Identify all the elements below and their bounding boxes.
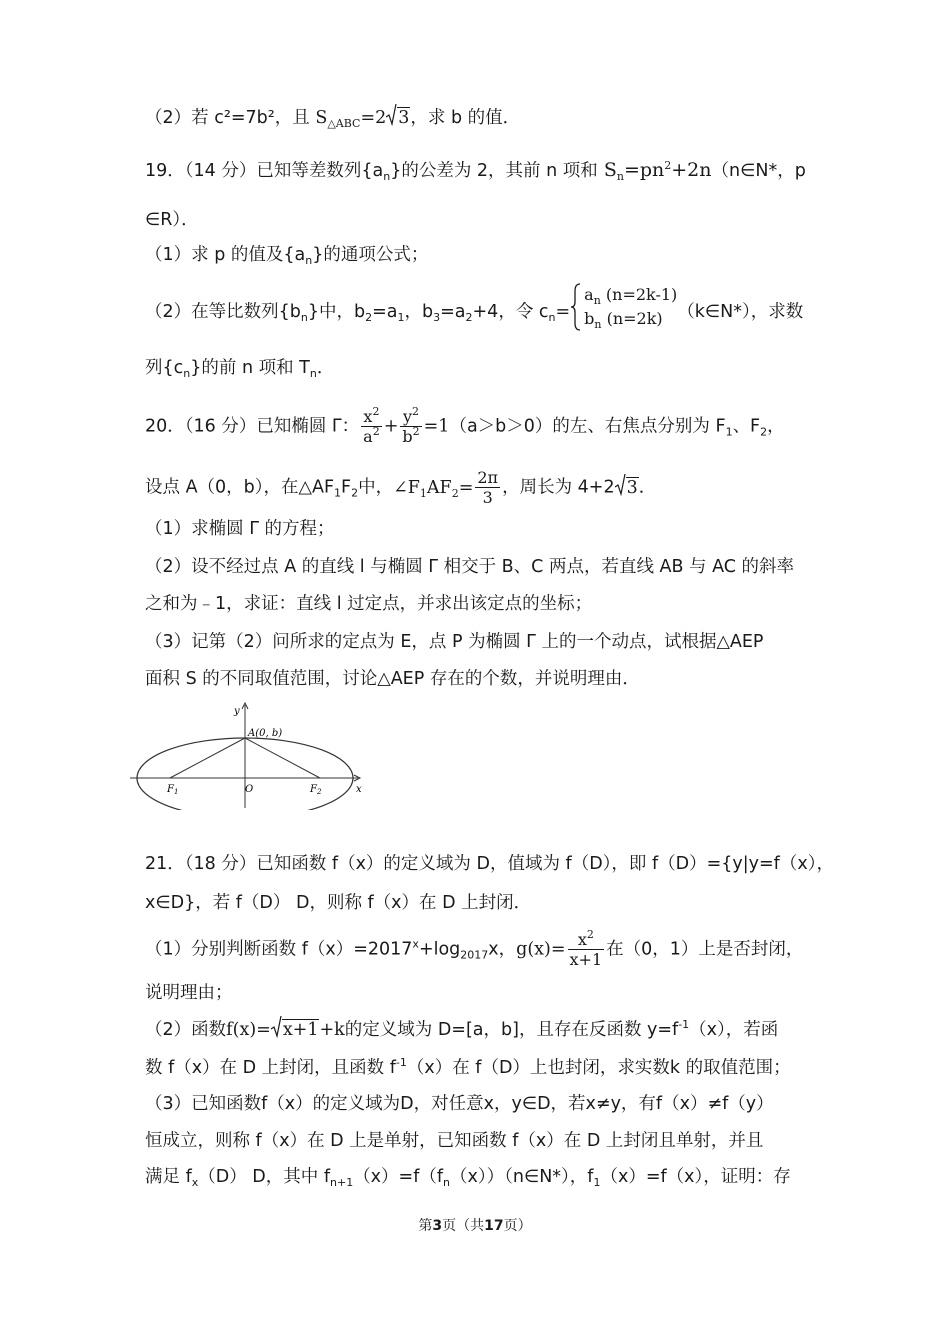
label-f2: $F_2$ <box>310 784 322 796</box>
frac-2pi-3: $\frac{2\pi}{3}$ <box>477 468 499 507</box>
label-y: y <box>234 706 240 717</box>
q21-stem: 21．（18 分）已知函数 f（x）的定义域为 D，值域为 f（D），即 f（D）={y|y=f（x）， <box>145 854 834 874</box>
piecewise-cn: $a_n$ (n=2k-1) $b_n$ (n=2k) <box>570 283 677 331</box>
sn-formula: $S_n=pn^2+2n$ <box>603 159 712 183</box>
q19-stem: 19．（14 分）已知等差数列$\{a_n\}$的公差为 2，其前 n 项和 $S_n=pn^2+2n(n\in N*$，p <box>145 159 806 183</box>
ellipse-figure <box>130 700 370 810</box>
sqrt-3-perimeter: 3 <box>615 473 639 503</box>
q20-part2-cont: 之和为﹣1，求证：直线 l 过定点，并求出该定点的坐标； <box>145 594 593 614</box>
q21-part3-cont2: 满足 $f_x(D)$ D，其中 $f_{n+1}(x)=f(f_n(x))(n\in N*)$，$f_1(x)=f(x)$，证明：存 <box>145 1167 791 1189</box>
frac-y2-b2: $\frac{y^2}{b^2}$ <box>402 405 420 446</box>
frac-x2-xplus1: $\frac{x^2}{x+1}$ <box>569 928 603 969</box>
q20-stem-cont: 设点 A（0，b），在$\triangle AF_1F_2$中，$\angle F_1AF_2=$ $\frac{2\pi}{3}$ ，周长为 4+2 3． <box>145 468 657 507</box>
label-x: x <box>356 784 362 795</box>
q21-stem-cont: x∈D}，若 f（D） D，则称 f（x）在 D 上封闭． <box>145 893 532 913</box>
segment-af2 <box>245 738 320 778</box>
q21-part2-cont: 数 f（x）在 D 上封闭，且函数 $f^{-1}(x)$在 f（D）上也封闭，求实数k 的取值范围； <box>145 1056 791 1078</box>
q21-part1-cont: 说明理由； <box>145 983 233 1003</box>
label-f1: $F_1$ <box>167 784 179 796</box>
label-a: A(0, b) <box>248 728 283 739</box>
label-o: O <box>245 784 254 795</box>
q21-part3-cont: 恒成立，则称 f（x）在 D 上是单射，已知函数 f（x）在 D 上封闭且单射，并且 <box>145 1131 764 1151</box>
frac-x2-a2: $\frac{x^2}{a^2}$ <box>363 405 380 446</box>
q20-part3: （3）记第（2）问所求的定点为 E，点 P 为椭圆 Γ 上的一个动点，试根据△AEP <box>145 632 764 652</box>
q19-part1: （1）求 p 的值及$\{a_n\}$的通项公式； <box>145 245 429 267</box>
angle-expr: $\angle F_1AF_2=$ <box>393 477 474 500</box>
page-footer: 第3页（共17页） <box>418 1218 532 1234</box>
q20-part1: （1）求椭圆 Γ 的方程； <box>145 519 335 539</box>
q19-part2: （2）在等比数列$\{b_n\}$中，$b_2=a_1$，$b_3=a_2+4$，令 $c_n=$ $a_n$ (n=2k-1) $b_n$ (n=2k) （k∈N*），求数 <box>145 285 804 331</box>
area-expr: $S_{\triangle ABC}=2$ 3 <box>315 108 410 128</box>
q21-part3: （3）已知函数f（x）的定义域为D，对任意x，y∈D，若x≠y，有f（x）≠f（y） <box>145 1094 774 1114</box>
sqrt-3: 3 <box>386 103 410 133</box>
q21-part1: （1）分别判断函数 $f(x)=2017^x+\log_{2017}x$，g(x)= $\frac{x^2}{x+1}$ 在（0，1）上是否封闭， <box>145 928 804 969</box>
q20-part2: （2）设不经过点 A 的直线 l 与椭圆 Γ 相交于 B、C 两点，若直线 AB 与 AC 的斜率 <box>145 557 795 577</box>
q18-part2: （2）若 c²=7b²，且 $S_{\triangle ABC}=2$ 3，求 b 的值． <box>145 103 813 133</box>
sqrt-xplus1: x+1 <box>271 1015 320 1045</box>
q20-stem: 20．（16 分）已知椭圆 Γ： $\frac{x^2}{a^2}$ + $\frac{y^2}{b^2}$ =1（a＞b＞0）的左、右焦点分别为 $F_1$、$F_2$， <box>145 405 785 446</box>
q19-stem-cont: ∈R）． <box>145 210 199 230</box>
segment-af1 <box>170 738 245 778</box>
q19-part2-cont: 列$\{c_n\}$的前 n 项和 $T_n$． <box>145 358 335 380</box>
q20-part3-cont: 面积 S 的不同取值范围，讨论△AEP 存在的个数，并说明理由． <box>145 669 640 689</box>
q21-part2: （2）函数f(x)= x+1+k的定义域为 D=[a，b]，且存在反函数 $y=f^{-1}(x)$，若函 <box>145 1015 813 1045</box>
